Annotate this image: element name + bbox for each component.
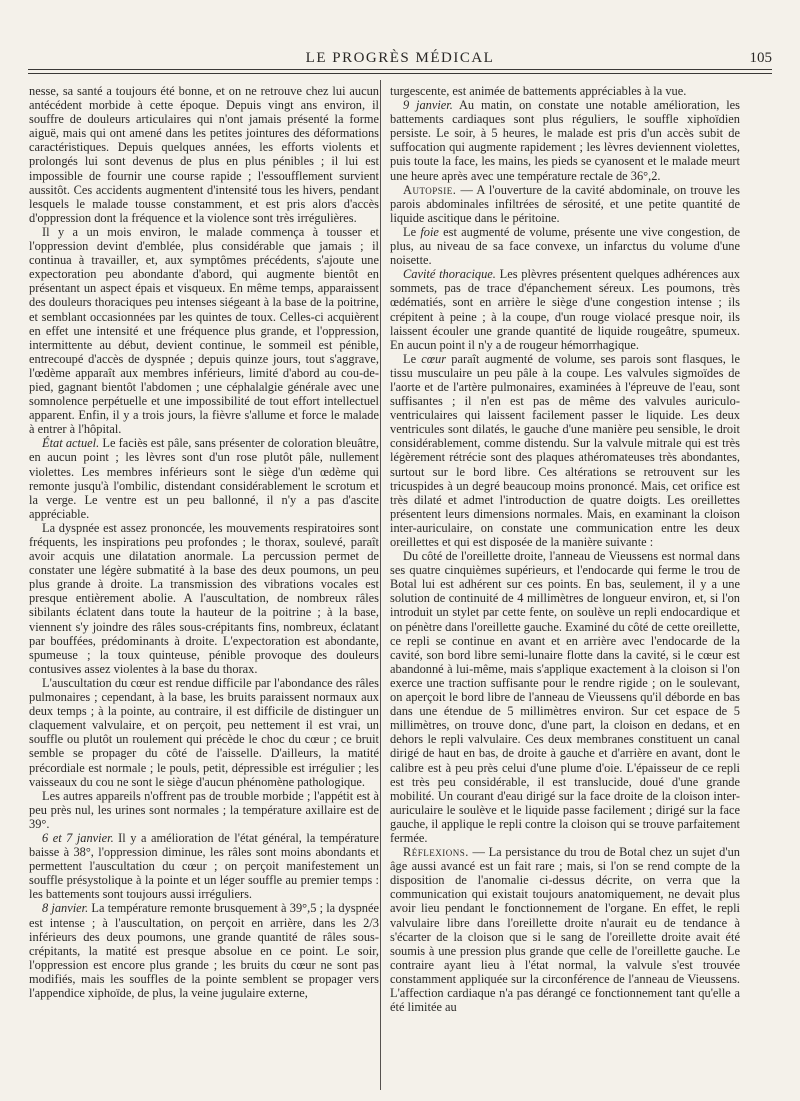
page-number: 105 [749, 50, 772, 66]
paragraph: Les autres appareils n'offrent pas de trouble morbide ; l'appétit est à peu près nul, les urines sont normales ; la température axillaire est de 39°. [29, 788, 379, 831]
paragraph [390, 352, 740, 549]
paragraph-text: Il y a amélioration de l'état général, la température baisse à 38°, l'oppression diminue, les râles sont moins abondants et permettent l'auscultation du cœur ; on perçoit manifestement un souffle présystolique à la pointe et un léger souffle au premier temps : les battements sont toujours aussi irréguliers. [29, 830, 379, 902]
paragraph [390, 98, 740, 183]
paragraph [29, 436, 379, 521]
paragraph-text: Les plèvres présentent quelques adhérences aux sommets, pas de trace d'épanchement séreux. Les poumons, très œdématiés, sont en arrière le siège d'une congestion intense ; ils crépitent à peine ; à la coupe, d'un rouge violacé presque noir, ils laissent écouler une grande quantité de liquide rougeâtre, spumeux. En aucun point il n'y a de rougeur hémorrhagique. [390, 267, 740, 352]
header-rule-thick [28, 69, 772, 70]
paragraph-text: est augmenté de volume, présente une vive congestion, de plus, au niveau de sa face convexe, un infarctus du volume d'une noisette. [390, 224, 741, 268]
paragraph-text: paraît augmenté de volume, ses parois sont flasques, le tissu musculaire un peu pâle à la coupe. Les valvules sigmoïdes de l'aorte et de l'artère pulmonaires, examinées à l'épreuve de l'eau, sont suffisantes ; il n'en est pas de même des valvules auriculo-ventriculaires qui laissent facilement passer le liquide. Les deux ventricules sont dilatés, le gauche d'une manière peu sensible, le droit considérablement, comme distendu. Sur la valvule mitrale qui est très légèrement rétrécie sont des plaques athéromateuses très abondantes, surtout sur le bord libre. Ces altérations se retrouvent sur les tricuspides à un degré beaucoup moins prononcé. Mais, cet orifice est très dilaté et admet l'introduction de quatre doigts. Les oreillettes présentent leurs dimensions normales. Mais, en examinant la cloison inter-auriculaire, on constate une communication entre les deux oreillettes et qui est disposée de la manière suivante : [390, 351, 740, 549]
paragraph-text: Le faciès est pâle, sans présenter de coloration bleuâtre, en aucun point ; les lèvres sont d'un rose plutôt pâle, nullement violettes. Les membres inférieurs sont le siège d'un œdème qui remonte jusqu'à l'ombilic, distendant considérablement le scrotum et la verge. Le ventre est un peu ballonné, il n'y a pas d'ascite appréciable. [29, 436, 379, 521]
column-divider [380, 80, 381, 1090]
paragraph-text: Le [403, 224, 421, 239]
paragraph: L'auscultation du cœur est rendue difficile par l'abondance des râles pulmonaires ; cependant, à la base, les bruits paraissent normaux aux deux temps ; à la pointe, au contraire, il est difficile de distinguer un claquement valvulaire, et on perçoit, peu nettement il est vrai, un souffle ou plutôt un roulement qui précède le choc du cœur ; ce bruit semble se propager du côté de l'aisselle. D'ailleurs, la matité précordiale est normale ; le pouls, petit, dépressible est irrégulier ; les vaisseaux du cou ne sont le siège d'aucun phénomène pathologique. [29, 675, 379, 789]
paragraph [390, 183, 740, 225]
paragraph-label: 9 janvier. [403, 98, 453, 113]
paragraph: turgescente, est animée de battements appréciables à la vue. [390, 84, 687, 98]
paragraph [390, 225, 740, 267]
paragraph-text: — La persistance du trou de Botal chez un sujet d'un âge aussi avancé est un fait rare ; mais, si l'on se rend compte de la disposition de l'anomalie ci-dessus décrite, on verra que la communication qui existait toujours anatomiquement, ne devait plus avoir lieu pendant le fonctionnement de l'organe. En effet, le repli valvulaire libre dans l'oreillette droite n'aurait eu de tendance à s'écarter de la cloison que si le sang de l'oreillette droite avait été soumis à une pression plus grande que celle de l'oreillette gauche. Le contraire ayant lieu à l'état normal, la valvule s'est trouvée constamment appliquée sur la circonférence de l'anneau de Vieussens. L'affection cardiaque n'a pas dérangé ce fonctionnement tant qu'elle a été limitée au [390, 845, 740, 1015]
paragraph [390, 845, 740, 1014]
paragraph-text: Le [403, 351, 422, 366]
header-rule-thin [28, 73, 772, 74]
running-header [28, 50, 772, 70]
paragraph: La dyspnée est assez prononcée, les mouvements respiratoires sont fréquents, les inspirations peu profondes ; le thorax, soulevé, paraît avoir acquis une dilatation anormale. La percussion permet de constater une légère submatité à la base des deux poumons, un peu plus grande à droite. La transmission des vibrations vocales est presque entièrement abolie. A l'auscultation, de nombreux râles sibilants éclatent dans toute la hauteur de la poitrine ; à la base, viennent s'y joindre des râles sous-crépitants fins, nombreux, éclatant par bouffées, prédominants à droite. L'expectoration est abondante, spumeuse ; la toux quinteuse, pénible provoque des douleurs contusives assez violentes à la base du thorax. [29, 520, 379, 676]
paragraph-text: — A l'ouverture de la cavité abdominale, on trouve les parois abdominales infiltrées de sérosité, et une petite quantité de liquide ascitique dans le péritoine. [390, 182, 740, 225]
paragraph-label: 8 janvier. [42, 901, 89, 916]
right-column [390, 84, 740, 1014]
paragraph [390, 267, 740, 352]
paragraph-label: Cavité thoracique. [403, 267, 496, 282]
paragraph [29, 901, 379, 1000]
paragraph: Il y a un mois environ, le malade commença à tousser et l'oppression devint d'emblée, plus considérable que jamais ; il continua à travailler, et, aux symptômes précédents, s'ajoute une expectoration peu abondante d'abord, qui augmente bientôt en présentant un aspect épais et visqueux. En même temps, apparaissent des douleurs thoraciques peu intenses siégeant à la base de la poitrine, et semblant occasionnées par les quintes de toux. Celles-ci acquièrent en effet une intensité et une fréquence plus grande, et l'oppression, intermittente au début, devient continue, le sommeil est pénible, entrecoupé d'accès de dyspnée ; depuis quinze jours, tout s'aggrave, l'œdème apparaît aux membres inférieurs, limité d'abord au cou-de-pied, gagnant bientôt l'abdomen ; une céphalalgie générale avec une somnolence perpétuelle et une impossibilité de tout effort intellectuel apparent. Enfin, il y a trois jours, la fièvre s'allume et force le malade à entrer à l'hôpital. [29, 224, 379, 437]
left-column [29, 84, 379, 1000]
paragraph-label: État actuel. [42, 436, 100, 451]
paragraph: Du côté de l'oreillette droite, l'anneau de Vieussens est normal dans ses quatre cinquièmes supérieurs, et l'endocarde qui ferme le trou de Botal lui est adhérent sur ces points. En bas, seulement, il y a une solution de continuité de 4 millimètres de longueur environ, et, si l'on introduit un stylet par cette fente, on soulève un repli endocardique et on pénètre dans l'oreillette gauche. Examiné du côté de cette oreillette, ce repli se continue en avant et en arrière avec l'endocarde de la cavité, son bord libre semi-lunaire flotte dans la cavité, si le cœur est abandonné à lui-même, mais s'applique exactement à la cloison si l'on exerce une traction suffisante pour le rendre rigide ; on le soulevant, on aperçoit le bord libre de l'anneau de Vieussens qu'il déborde en bas dans une étendue de 5 millimètres environ. Sur cet espace de 5 millimètres, on trouve donc, d'une part, la cloison en dedans, et en dehors le repli valvulaire. Ces deux membranes constituent un canal dirigé de haut en bas, de droite à gauche et d'arrière en avant, dont le calibre est à peu près celui d'une plume d'oie. L'épaisseur de ce repli est très peu considérable, il est translucide, doué d'une grande mobilité. Un courant d'eau dirigé sur la face droite de la cloison inter-auriculaire le soulève et le liquide passe facilement ; dirigé sur la face gauche, il applique le repli contre la cloison qui se trouve parfaitement fermée. [390, 549, 740, 845]
paragraph-label: cœur [421, 351, 447, 366]
paragraph [29, 831, 379, 901]
paragraph-label: foie [420, 224, 439, 239]
paragraph-text: Au matin, on constate une notable amélioration, les battements cardiaques sont plus réguliers, le souffle xiphoïdien persiste. Le soir, à 5 heures, le malade est pris d'un accès subit de suffocation qui augmente rapidement ; les lèvres deviennent violettes, puis toute la face, les mains, les pieds se cyanosent et le malade meurt une heure après avec une température rectale de 36°,2. [390, 98, 740, 183]
section-label: Autopsie. [403, 182, 457, 197]
paragraph-text: La température remonte brusquement à 39°,5 ; la dyspnée est intense ; à l'auscultation, on perçoit en arrière, dans les 2/3 inférieurs des deux poumons, une grande quantité de râles sous-crépitants, la matité est presque absolue en ce point. Le soir, l'oppression est encore plus grande ; les bruits du cœur ne sont pas modifiés, mais les souffles de la pointe semblent se propager vers l'appendice xiphoïde, de plus, la veine jugulaire externe, [29, 901, 379, 1000]
section-label: Réflexions. [403, 845, 469, 860]
journal-title: LE PROGRÈS MÉDICAL [305, 50, 495, 66]
paragraph-label: 6 et 7 janvier. [42, 830, 114, 845]
paragraph: nesse, sa santé a toujours été bonne, et on ne retrouve chez lui aucun antécédent morbide à cette époque. Depuis vingt ans environ, il souffre de douleurs articulaires qui n'ont jamais présenté la forme aiguë, mais qui ont amené dans les petites jointures des déformations caractéristiques. Depuis quelques années, les efforts violents et prolongés lui sont devenus de plus en plus pénibles ; il lui est impossible de fournir une course rapide ; l'essoufflement survient aussitôt. Ces accidents augmentent d'intensité tous les hivers, pendant lesquels le malade tousse constamment, et est pris alors d'accès d'oppression dont la fréquence et la violence sont très irrégulières. [29, 84, 379, 225]
